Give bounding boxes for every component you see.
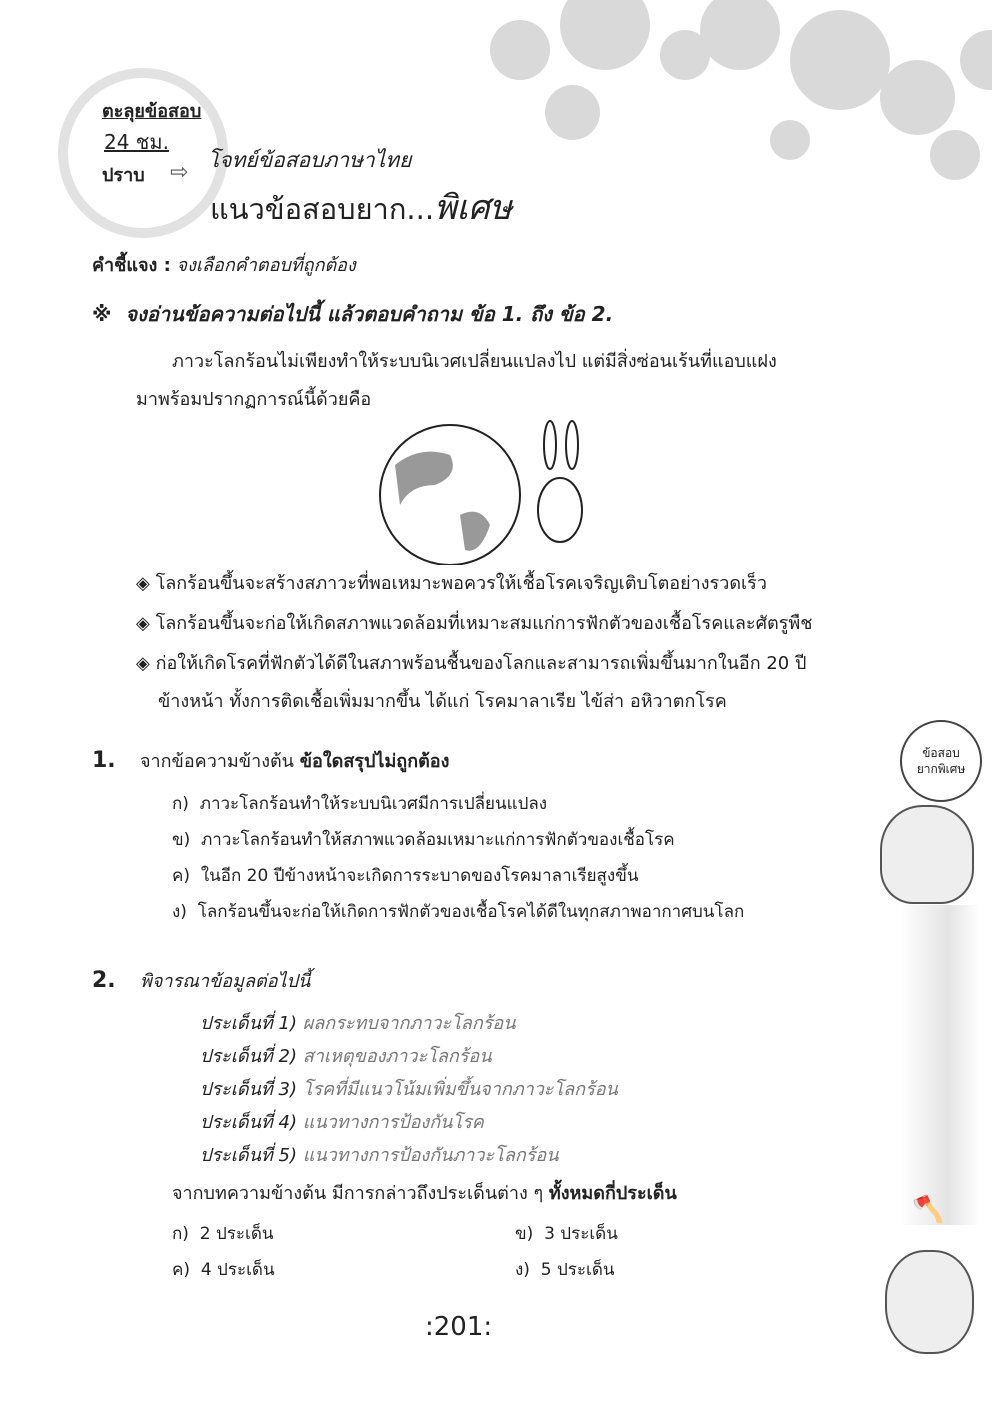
page-number: :201: bbox=[425, 1312, 493, 1342]
header-tag-line1: ตะลุยข้อสอบ bbox=[102, 101, 202, 122]
badge-line1: ข้อสอบ bbox=[922, 746, 960, 760]
question-1-number: 1. bbox=[92, 748, 116, 773]
option-text: โลกร้อนขึ้นจะก่อให้เกิดการฟักตัวของเชื้อโรคได้ดีในทุกสภาพอากาศบนโลก bbox=[197, 902, 745, 922]
rabbit-ear bbox=[544, 421, 556, 469]
q2-option[interactable] bbox=[515, 1256, 615, 1283]
option-text: 3 ประเด็น bbox=[544, 1224, 618, 1244]
badge-line2: ยากพิเศษ bbox=[916, 762, 966, 776]
decor-circle bbox=[930, 130, 980, 180]
bullet-text: โลกร้อนขึ้นจะก่อให้เกิดสภาพแวดล้อมที่เหมาะสมแก่การฟักตัวของเชื้อโรคและศัตรูพืช bbox=[155, 613, 813, 634]
q2-question-bold: ทั้งหมดกี่ประเด็น bbox=[548, 1183, 677, 1204]
passage-bullet: ◈ โลกร้อนขึ้นจะสร้างสภาวะที่พอเหมาะพอควรให้เชื้อโรคเจริญเติบโตอย่างรวดเร็ว bbox=[136, 573, 767, 594]
elephant-mascot-icon bbox=[880, 805, 974, 904]
issue-text: แนวทางการป้องกันภาวะโลกร้อน bbox=[302, 1145, 559, 1166]
bullet-text: ก่อให้เกิดโรคที่ฟักตัวได้ดีในสภาพร้อนชื้นของโลกและสามารถเพิ่มขึ้นมากในอีก 20 ปี bbox=[155, 653, 807, 674]
instruction-text: จงเลือกคำตอบที่ถูกต้อง bbox=[176, 255, 356, 276]
instruction bbox=[92, 248, 356, 284]
issue-label: ประเด็นที่ 5) bbox=[200, 1145, 297, 1166]
option-text: ภาวะโลกร้อนทำให้สภาพแวดล้อมเหมาะแก่การฟักตัวของเชื้อโรค bbox=[201, 830, 675, 850]
q1-option[interactable] bbox=[172, 898, 744, 925]
q1-prompt-text: จากข้อความข้างต้น bbox=[140, 751, 294, 772]
q2-issue bbox=[200, 1105, 484, 1141]
question-1-prompt bbox=[140, 744, 449, 780]
arrow-right-icon: ⇨ bbox=[170, 160, 189, 185]
globe-rabbit-illustration bbox=[340, 415, 620, 565]
option-text: 2 ประเด็น bbox=[199, 1224, 274, 1244]
passage-bullet: ◈ ก่อให้เกิดโรคที่ฟักตัวได้ดีในสภาพร้อนชื้นของโลกและสามารถเพิ่มขึ้นมากในอีก 20 ปี bbox=[136, 653, 807, 674]
option-key: ข) bbox=[515, 1224, 534, 1244]
decor-circle bbox=[790, 10, 890, 110]
issue-label: ประเด็นที่ 2) bbox=[200, 1046, 297, 1067]
option-text: 4 ประเด็น bbox=[200, 1260, 275, 1280]
option-text: ภาวะโลกร้อนทำให้ระบบนิเวศมีการเปลี่ยนแปลง bbox=[199, 794, 548, 814]
decor-circle bbox=[960, 30, 992, 90]
header-tag-line3: ปราบ bbox=[102, 165, 145, 186]
passage-bullet: ◈ โลกร้อนขึ้นจะก่อให้เกิดสภาพแวดล้อมที่เหมาะสมแก่การฟักตัวของเชื้อโรคและศัตรูพืช bbox=[136, 613, 813, 634]
header-title bbox=[210, 180, 512, 234]
q2-question-text: จากบทความข้างต้น มีการกล่าวถึงประเด็นต่าง ๆ bbox=[172, 1183, 544, 1204]
rabbit-ear bbox=[566, 421, 578, 469]
option-key: ค) bbox=[172, 1260, 191, 1280]
instruction-label: คำชี้แจง : bbox=[92, 255, 171, 276]
option-key: ง) bbox=[515, 1260, 530, 1280]
decor-circle bbox=[770, 120, 810, 160]
passage-heading-text: จงอ่านข้อความต่อไปนี้ แล้วตอบคำถาม ข้อ 1. ถึง ข้อ 2. bbox=[125, 302, 614, 326]
option-key: ข) bbox=[172, 830, 191, 850]
monkey-mascot-icon bbox=[885, 1250, 974, 1354]
q2-issue bbox=[200, 1006, 516, 1042]
q2-issue bbox=[200, 1072, 618, 1108]
q2-issue bbox=[200, 1039, 492, 1075]
issue-label: ประเด็นที่ 3) bbox=[200, 1079, 297, 1100]
q2-issue bbox=[200, 1138, 559, 1174]
asterism-icon: ※ bbox=[92, 302, 112, 326]
axe-icon: 🪓 bbox=[912, 1195, 945, 1225]
decor-circle bbox=[545, 85, 600, 140]
header-subtitle: โจทย์ข้อสอบภาษาไทย bbox=[208, 148, 412, 172]
decorative-smoke bbox=[900, 905, 980, 1225]
passage-bullet-cont: ข้างหน้า ทั้งการติดเชื้อเพิ่มมากขึ้น ได้แก่ โรคมาลาเรีย ไข้ส่า อหิวาตกโรค bbox=[158, 691, 727, 712]
option-text: 5 ประเด็น bbox=[540, 1260, 615, 1280]
option-text: ในอีก 20 ปีข้างหน้าจะเกิดการระบาดของโรคมาลาเรียสูงขึ้น bbox=[200, 866, 639, 886]
rabbit-icon bbox=[538, 478, 582, 542]
option-key: ง) bbox=[172, 902, 187, 922]
passage-line1: ภาวะโลกร้อนไม่เพียงทำให้ระบบนิเวศเปลี่ยนแปลงไป แต่มีสิ่งซ่อนเร้นที่แอบแฝง bbox=[172, 351, 777, 372]
option-key: ก) bbox=[172, 1224, 189, 1244]
option-key: ก) bbox=[172, 794, 189, 814]
issue-text: ผลกระทบจากภาวะโลกร้อน bbox=[302, 1013, 516, 1034]
q2-option[interactable] bbox=[172, 1256, 275, 1283]
decor-circle bbox=[700, 0, 780, 70]
decor-circle bbox=[880, 60, 955, 135]
difficulty-badge bbox=[900, 720, 982, 802]
passage-line2: มาพร้อมปรากฏการณ์นี้ด้วยคือ bbox=[136, 389, 372, 410]
q1-option[interactable] bbox=[172, 862, 638, 889]
question-2-number: 2. bbox=[92, 968, 116, 993]
q1-option[interactable] bbox=[172, 790, 547, 817]
issue-text: แนวทางการป้องกันโรค bbox=[302, 1112, 484, 1133]
q1-prompt-bold: ข้อใดสรุปไม่ถูกต้อง bbox=[299, 751, 450, 772]
issue-text: สาเหตุของภาวะโลกร้อน bbox=[302, 1046, 492, 1067]
header-tag-line2: 24 ชม. bbox=[104, 130, 169, 154]
issue-label: ประเด็นที่ 1) bbox=[200, 1013, 297, 1034]
header-title-main: แนวข้อสอบยาก... bbox=[210, 192, 435, 226]
header-title-emph: พิเศษ bbox=[434, 188, 513, 228]
issue-text: โรคที่มีแนวโน้มเพิ่มขึ้นจากภาวะโลกร้อน bbox=[302, 1079, 618, 1100]
decor-circle bbox=[560, 0, 650, 70]
issue-label: ประเด็นที่ 4) bbox=[200, 1112, 297, 1133]
q2-question bbox=[172, 1176, 677, 1212]
bullet-text: โลกร้อนขึ้นจะสร้างสภาวะที่พอเหมาะพอควรให้เชื้อโรคเจริญเติบโตอย่างรวดเร็ว bbox=[155, 573, 767, 594]
decor-circle bbox=[490, 20, 550, 80]
q1-option[interactable] bbox=[172, 826, 675, 853]
question-2-prompt: พิจารณาข้อมูลต่อไปนี้ bbox=[140, 971, 311, 992]
q2-option[interactable] bbox=[515, 1220, 618, 1247]
option-key: ค) bbox=[172, 866, 191, 886]
passage-heading bbox=[92, 298, 613, 330]
q2-option[interactable] bbox=[172, 1220, 274, 1247]
